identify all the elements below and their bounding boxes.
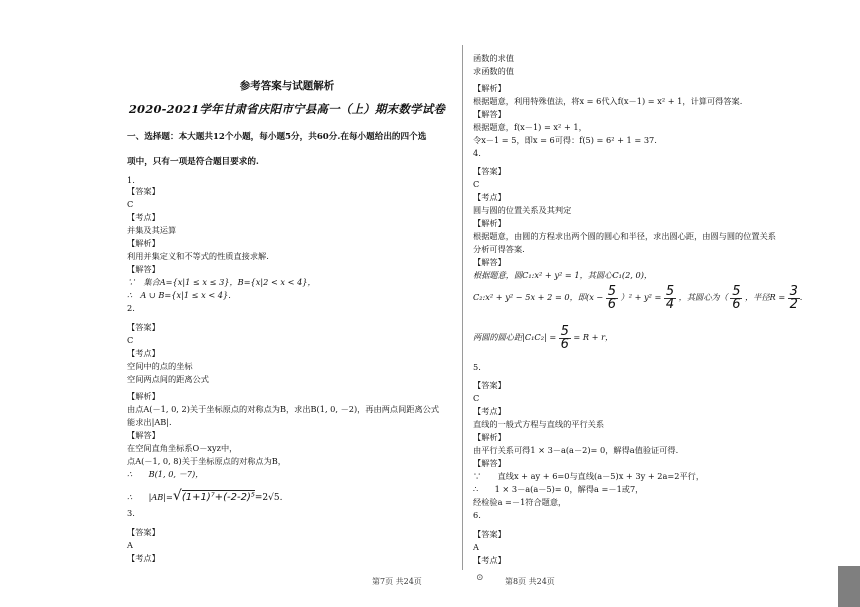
solution-label: 【解答】 bbox=[473, 109, 506, 119]
solution-line: 经检验a =－1符合题意， bbox=[473, 497, 567, 507]
topic-text: 圆与圆的位置关系及其判定 bbox=[473, 205, 572, 215]
analysis-text: 由点A(－1, 0, 2)关于坐标原点的对称点为B，求出B(1, 0, －2)，再由两点间距离公式 bbox=[127, 404, 440, 414]
numerator: 5 bbox=[732, 283, 741, 299]
solution-label: 【解答】 bbox=[473, 458, 506, 468]
answer-value: C bbox=[127, 335, 134, 345]
numerator: 3 bbox=[789, 283, 798, 299]
answer-label: 【答案】 bbox=[473, 380, 506, 390]
topic-text: 求函数的值 bbox=[473, 66, 514, 76]
denominator: 6 bbox=[732, 296, 741, 312]
right-page-number: 第8页 共24页 bbox=[505, 577, 555, 586]
exam-title: 2020-2021学年甘肃省庆阳市宁县高一（上）期末数学试卷 bbox=[128, 102, 446, 116]
sqrt-sign: √ bbox=[172, 488, 182, 504]
topic-label: 【考点】 bbox=[127, 212, 160, 222]
answer-label: 【答案】 bbox=[127, 186, 160, 196]
solution-line: ∴ B(1, 0, －7)， bbox=[127, 469, 204, 479]
solution-line: 在空间直角坐标系O－xyz中， bbox=[127, 443, 238, 453]
answer-label: 【答案】 bbox=[127, 322, 160, 332]
distance-text: = R + r， bbox=[573, 332, 614, 342]
answer-label: 【答案】 bbox=[127, 527, 160, 537]
c2-text: ）² + y² = bbox=[620, 292, 662, 302]
c2-text: ，其圆心为（ bbox=[678, 292, 728, 302]
topic-text: 空间中的点的坐标 bbox=[127, 361, 193, 371]
q-number: 2. bbox=[127, 303, 135, 313]
denominator: 6 bbox=[607, 296, 617, 312]
fraction-5-6 bbox=[559, 323, 571, 352]
analysis-label: 【解析】 bbox=[473, 218, 506, 228]
topic-text: 空间两点间的距离公式 bbox=[127, 374, 209, 384]
answer-value: C bbox=[127, 199, 134, 209]
analysis-text: 由平行关系可得1 × 3－a(a－2)= 0，解得a值验证可得. bbox=[473, 445, 679, 455]
analysis-text: 根据题意，利用特殊值法，将x = 6代入f(x－1) = x² + 1，计算可得答案. bbox=[473, 96, 743, 106]
numerator: 5 bbox=[607, 283, 617, 299]
q-number: 4. bbox=[473, 148, 481, 158]
topic-label: 【考点】 bbox=[473, 555, 506, 565]
answer-value: A bbox=[127, 540, 133, 550]
solution-line: 根据题意，圆C₁:x² + y² = 1，其圆心C₁(2, 0)， bbox=[473, 270, 653, 280]
solution-line: 点A(－1, 0, 8)关于坐标原点的对称点为B， bbox=[127, 456, 286, 466]
left-page-column bbox=[127, 0, 447, 580]
answer-label: 【答案】 bbox=[473, 529, 506, 539]
denominator: 6 bbox=[560, 336, 569, 352]
topic-label: 【考点】 bbox=[473, 406, 506, 416]
answer-heading: 参考答案与试题解析 bbox=[239, 80, 335, 92]
answer-label: 【答案】 bbox=[473, 166, 506, 176]
topic-text: 并集及其运算 bbox=[127, 225, 177, 235]
analysis-label: 【解析】 bbox=[473, 432, 506, 442]
c2-text: C₂:x² + y² − 5x + 2 = 0，即(x − bbox=[473, 292, 604, 302]
left-page-number: 第7页 共24页 bbox=[372, 577, 422, 586]
page-separator-icon: ⊙ bbox=[476, 573, 484, 583]
analysis-text: 分析可得答案. bbox=[473, 244, 525, 254]
solution-line: 根据题意，f(x－1) = x² + 1， bbox=[473, 122, 587, 132]
solution-label: 【解答】 bbox=[127, 264, 160, 274]
q-number: 6. bbox=[473, 510, 481, 520]
analysis-label: 【解析】 bbox=[473, 83, 506, 93]
solution-line: 令x－1 = 5，即x = 6可得：f(5) = 6² + 1 = 37. bbox=[473, 135, 657, 145]
analysis-label: 【解析】 bbox=[127, 391, 160, 401]
topic-text: 函数的求值 bbox=[473, 53, 514, 63]
ab-formula-line bbox=[127, 488, 283, 504]
c2-text: . bbox=[799, 292, 803, 302]
c2-text: ，半径R = bbox=[744, 292, 786, 302]
center-distance-line bbox=[473, 322, 613, 352]
numerator: 5 bbox=[560, 323, 569, 339]
analysis-text: 根据题意，由圆的方程求出两个圆的圆心和半径，求出圆心距，由圆与圆的位置关系 bbox=[473, 231, 776, 241]
solution-line: ∵ 直线x + ay + 6=0与直线(a－5)x + 3y + 2a=2平行， bbox=[473, 471, 705, 481]
topic-label: 【考点】 bbox=[127, 553, 160, 563]
circle-c2-line bbox=[473, 282, 802, 312]
solution-line: ∵ 集合A={x|1 ≤ x ≤ 3}，B={x|2 < x < 4}， bbox=[127, 277, 316, 287]
topic-label: 【考点】 bbox=[127, 348, 160, 358]
fraction-5-6 bbox=[606, 283, 618, 312]
analysis-text: 能求出|AB|. bbox=[127, 417, 172, 427]
right-page-column bbox=[473, 0, 803, 580]
solution-label: 【解答】 bbox=[127, 430, 160, 440]
column-divider bbox=[462, 45, 463, 570]
ab-formula-result: =2√5. bbox=[254, 493, 283, 503]
q-number: 3. bbox=[127, 508, 135, 518]
distance-text: 两圆的圆心距|C₁C₂| = bbox=[473, 332, 557, 342]
scroll-corner bbox=[838, 566, 860, 607]
fraction-5-6 bbox=[730, 283, 742, 312]
ab-formula-radicand: (1+1)⁷+(-2-2)⁵ bbox=[181, 492, 255, 503]
topic-text: 直线的一般式方程与直线的平行关系 bbox=[473, 419, 605, 429]
topic-label: 【考点】 bbox=[473, 192, 506, 202]
q-number: 1. bbox=[127, 175, 135, 185]
section1-line2: 项中，只有一项是符合题目要求的. bbox=[127, 157, 259, 167]
answer-value: A bbox=[473, 542, 479, 552]
denominator: 4 bbox=[665, 296, 675, 312]
numerator: 5 bbox=[665, 283, 675, 299]
fraction-5-4 bbox=[664, 283, 676, 312]
denominator: 2 bbox=[789, 296, 798, 312]
answer-value: C bbox=[473, 179, 480, 189]
fraction-3-2 bbox=[788, 283, 800, 312]
solution-line: ∴ 1 × 3－a(a－5)= 0，解得a =－1或7， bbox=[473, 484, 644, 494]
answer-value: C bbox=[473, 393, 480, 403]
analysis-text: 利用并集定义和不等式的性质直接求解. bbox=[127, 251, 269, 261]
analysis-label: 【解析】 bbox=[127, 238, 160, 248]
solution-line: ∴ A ∪ B={x|1 ≤ x < 4}. bbox=[127, 290, 231, 300]
ab-formula-prefix: ∴ |AB|= bbox=[127, 492, 173, 502]
solution-label: 【解答】 bbox=[473, 257, 506, 267]
section1-line1: 一、选择题：本大题共12个小题，每小题5分，共60分.在每小题给出的四个选 bbox=[127, 132, 427, 142]
q-number: 5. bbox=[473, 362, 481, 372]
